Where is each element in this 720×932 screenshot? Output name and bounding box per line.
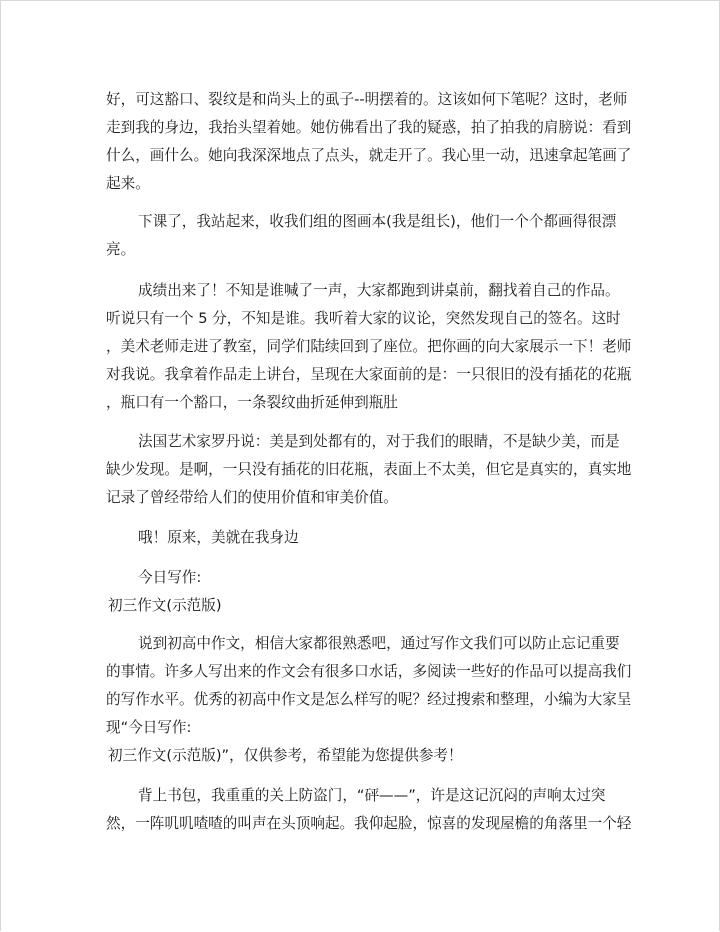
paragraph-1-line-4: 起来。 <box>106 175 150 192</box>
paragraph-1-line-1: 好，可这豁口、裂纹是和尚头上的虱子--明摆着的。这该如何下笔呢？这时，老师 <box>106 91 628 108</box>
paragraph-last-line-1: 背上书包，我重重的关上防盗门，“砰——”，许是这记沉闷的声响太过突 <box>138 787 606 804</box>
paragraph-3-line-2: 听说只有一个 5 分，不知是谁。我听着大家的议论，突然发现自己的签名。这时 <box>106 310 621 327</box>
intro-line-3: 的写作水平。优秀的初高中作文是怎么样写的呢？经过搜索和整理，小编为大家呈 <box>106 691 632 708</box>
paragraph-1-line-3: 什么，画什么。她向我深深地点了点头，就走开了。我心里一动，迅速拿起笔画了 <box>106 147 632 164</box>
today-writing-label: 今日写作: <box>138 569 202 586</box>
paragraph-3-line-3: ，美术老师走进了教室，同学们陆续回到了座位。把你画的向大家展示一下！老师 <box>106 338 632 355</box>
intro-line-4: 现“今日写作: <box>106 719 192 736</box>
paragraph-3-line-4: 对我说。我拿着作品走上讲台，呈现在大家面前的是：一只很旧的没有插花的花瓶 <box>106 366 632 383</box>
paragraph-3-line-1: 成绩出来了！不知是谁喊了一声，大家都跑到讲桌前，翻找着自己的作品。 <box>138 282 620 299</box>
paragraph-4-line-1: 法国艺术家罗丹说：美是到处都有的，对于我们的眼睛，不是缺少美，而是 <box>138 433 620 450</box>
essay-heading: 初三作文(示范版) <box>108 597 222 614</box>
intro-line-1: 说到初高中作文，相信大家都很熟悉吧，通过写作文我们可以防止忘记重要 <box>138 635 620 652</box>
paragraph-1-line-2: 走到我的身边，我抬头望着她。她仿佛看出了我的疑惑，拍了拍我的肩膀说：看到 <box>106 119 632 136</box>
paragraph-2-line-2: 亮。 <box>106 241 136 258</box>
intro-line-2: 的事情。许多人写出来的作文会有很多口水话，多阅读一些好的作品可以提高我们 <box>106 663 632 680</box>
paragraph-4-line-3: 记录了曾经带给人们的使用价值和审美价值。 <box>106 489 398 506</box>
paragraph-2-line-1: 下课了，我站起来，收我们组的图画本(我是组长)，他们一个个都画得很漂 <box>138 213 617 230</box>
intro-line-5: 初三作文(示范版)”，仅供参考，希望能为您提供参考！ <box>108 747 463 764</box>
paragraph-5-line-1: 哦！原来，美就在我身边 <box>138 529 299 546</box>
paragraph-3-line-5: ，瓶口有一个豁口，一条裂纹曲折延伸到瓶肚 <box>106 394 398 411</box>
paragraph-4-line-2: 缺少发现。是啊，一只没有插花的旧花瓶，表面上不太美，但它是真实的，真实地 <box>106 461 632 478</box>
paragraph-last-line-2: 然，一阵叽叽喳喳的叫声在头顶响起。我仰起脸，惊喜的发现屋檐的角落里一个轻 <box>106 815 632 832</box>
